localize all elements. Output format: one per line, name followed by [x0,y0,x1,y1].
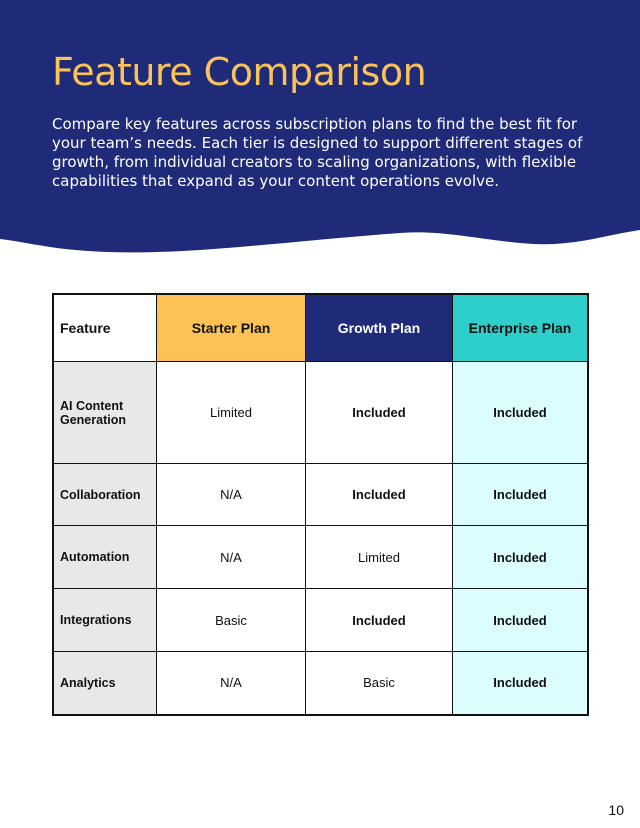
feature-cell: Collaboration [53,464,157,526]
enterprise-cell: Included [453,589,589,652]
table-row [53,589,588,652]
table-row [53,464,588,526]
starter-cell: Basic [157,589,306,652]
comparison-table [52,293,589,716]
header-starter-plan: Starter Plan [157,294,306,362]
intro-paragraph: Compare key features across subscription plans to find the best fit for your team’s needs. Each tier is designed to support different stages of growth, from individual creators to scaling organizations, with flexible capabilities that expand as your content operations evolve. [52,115,583,190]
header-enterprise-plan: Enterprise Plan [453,294,589,362]
enterprise-cell: Included [453,526,589,589]
growth-cell: Included [306,362,453,464]
feature-cell: Automation [53,526,157,589]
growth-cell: Included [306,464,453,526]
growth-cell: Basic [306,652,453,715]
feature-cell: Integrations [53,589,157,652]
starter-cell: N/A [157,464,306,526]
header-growth-plan: Growth Plan [306,294,453,362]
growth-cell: Limited [306,526,453,589]
header-banner [0,0,640,260]
page-number: 10 [608,802,624,818]
enterprise-cell: Included [453,464,589,526]
table-header-row [53,294,588,362]
starter-cell: Limited [157,362,306,464]
enterprise-cell: Included [453,652,589,715]
growth-cell: Included [306,589,453,652]
table-row [53,526,588,589]
feature-cell: AI Content Generation [53,362,157,464]
enterprise-cell: Included [453,362,589,464]
table-row [53,362,588,464]
starter-cell: N/A [157,652,306,715]
feature-cell: Analytics [53,652,157,715]
table-row [53,652,588,715]
header-feature: Feature [53,294,157,362]
starter-cell: N/A [157,526,306,589]
page-title: Feature Comparison [52,50,427,94]
